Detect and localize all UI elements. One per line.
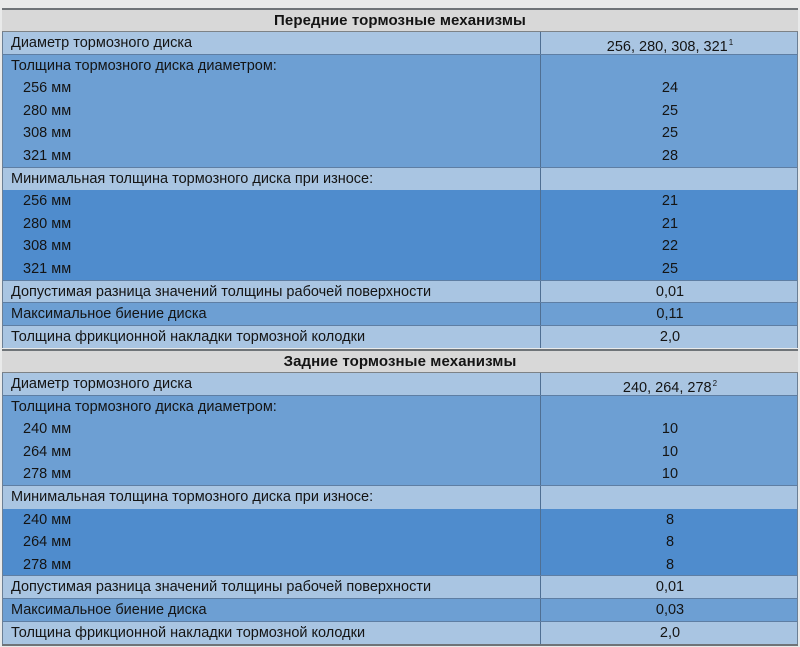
front-lining-value: 2,0 — [659, 328, 681, 345]
front-thickness-value: 25 — [661, 125, 679, 142]
rear-disc-diameter-label: Диаметр тормозного диска — [3, 373, 541, 395]
front-disc-diameter-value-text: 256, 280, 308, 321 — [606, 39, 728, 55]
rear-thickness-value: 10 — [661, 443, 679, 460]
front-lining-label: Толщина фрикционной накладки тормозной колодки — [3, 326, 541, 349]
front-runout-row — [3, 303, 797, 326]
rear-disc-diameter-value — [541, 373, 797, 395]
front-disc-diameter-row — [3, 32, 797, 55]
front-min-thickness-value: 21 — [661, 215, 679, 232]
front-thickness-size: 256 мм — [3, 77, 541, 100]
front-min-thickness-value: 25 — [661, 260, 679, 277]
rear-lining-label: Толщина фрикционной накладки тормозной колодки — [3, 622, 541, 645]
rear-runout-label: Максимальное биение диска — [3, 599, 541, 621]
rear-thickness-heading-row — [3, 396, 797, 419]
rear-section-body — [2, 373, 798, 644]
front-min-thickness-heading: Минимальная толщина тормозного диска при износе: — [3, 168, 541, 191]
table-row — [3, 418, 797, 441]
front-thickness-heading-row — [3, 55, 797, 78]
rear-disc-diameter-value-text: 240, 264, 278 — [622, 380, 712, 396]
rear-tolerance-row — [3, 576, 797, 599]
front-min-thickness-size: 280 мм — [3, 213, 541, 236]
front-runout-value: 0,11 — [656, 306, 684, 323]
front-thickness-size: 280 мм — [3, 100, 541, 123]
front-min-thickness-size: 256 мм — [3, 190, 541, 213]
front-lining-row — [3, 326, 797, 349]
front-disc-diameter-label: Диаметр тормозного диска — [3, 32, 541, 54]
table-row — [3, 145, 797, 168]
rear-min-thickness-size: 264 мм — [3, 531, 541, 554]
table-row — [3, 509, 797, 532]
front-section-header — [2, 8, 798, 32]
rear-section-title: Задние тормозные механизмы — [283, 353, 517, 370]
front-min-thickness-value: 21 — [661, 193, 679, 210]
rear-thickness-size: 264 мм — [3, 441, 541, 464]
table-row — [3, 77, 797, 100]
rear-disc-diameter-row — [3, 373, 797, 396]
rear-thickness-size: 278 мм — [3, 463, 541, 485]
table-row — [3, 554, 797, 577]
rear-min-thickness-size: 278 мм — [3, 554, 541, 576]
rear-thickness-size: 240 мм — [3, 418, 541, 441]
table-row — [3, 235, 797, 258]
table-row — [3, 441, 797, 464]
front-thickness-heading: Толщина тормозного диска диаметром: — [3, 55, 541, 78]
rear-min-thickness-size: 240 мм — [3, 509, 541, 532]
table-row — [3, 190, 797, 213]
front-tolerance-label: Допустимая разница значений толщины рабочей поверхности — [3, 281, 541, 303]
front-section-body — [2, 32, 798, 348]
rear-thickness-heading: Толщина тормозного диска диаметром: — [3, 396, 541, 419]
rear-tolerance-label: Допустимая разница значений толщины рабочей поверхности — [3, 576, 541, 598]
front-min-thickness-size: 321 мм — [3, 258, 541, 280]
rear-thickness-value: 10 — [661, 421, 679, 438]
front-tolerance-value: 0,01 — [655, 283, 685, 300]
rear-min-thickness-value: 8 — [665, 511, 675, 528]
front-footnote-mark: 1 — [728, 38, 734, 47]
front-tolerance-row — [3, 281, 797, 304]
table-row — [3, 100, 797, 123]
rear-section-header — [2, 349, 798, 373]
rear-footnote-mark: 2 — [712, 379, 718, 388]
table-row — [3, 122, 797, 145]
rear-tolerance-value: 0,01 — [655, 579, 685, 596]
front-thickness-value: 28 — [661, 147, 679, 164]
rear-lining-row — [3, 622, 797, 645]
table-row — [3, 531, 797, 554]
rear-lining-value: 2,0 — [659, 624, 681, 641]
front-section-title: Передние тормозные механизмы — [274, 12, 526, 29]
table-row — [3, 213, 797, 236]
front-min-thickness-size: 308 мм — [3, 235, 541, 258]
front-thickness-size: 308 мм — [3, 122, 541, 145]
front-disc-diameter-value — [541, 32, 797, 54]
front-min-thickness-heading-row — [3, 168, 797, 191]
rear-min-thickness-value: 8 — [665, 556, 675, 573]
table-bottom-border — [2, 644, 798, 646]
front-thickness-size: 321 мм — [3, 145, 541, 167]
rear-runout-value: 0,03 — [655, 601, 685, 618]
rear-thickness-value: 10 — [661, 466, 679, 483]
table-row — [3, 258, 797, 281]
table-row — [3, 463, 797, 486]
front-thickness-value: 25 — [661, 102, 679, 119]
rear-min-thickness-value: 8 — [665, 534, 675, 551]
rear-min-thickness-heading-row — [3, 486, 797, 509]
front-runout-label: Максимальное биение диска — [3, 303, 541, 325]
rear-runout-row — [3, 599, 797, 622]
front-min-thickness-value: 22 — [661, 238, 679, 255]
front-thickness-value: 24 — [661, 80, 679, 97]
rear-min-thickness-heading: Минимальная толщина тормозного диска при износе: — [3, 486, 541, 509]
